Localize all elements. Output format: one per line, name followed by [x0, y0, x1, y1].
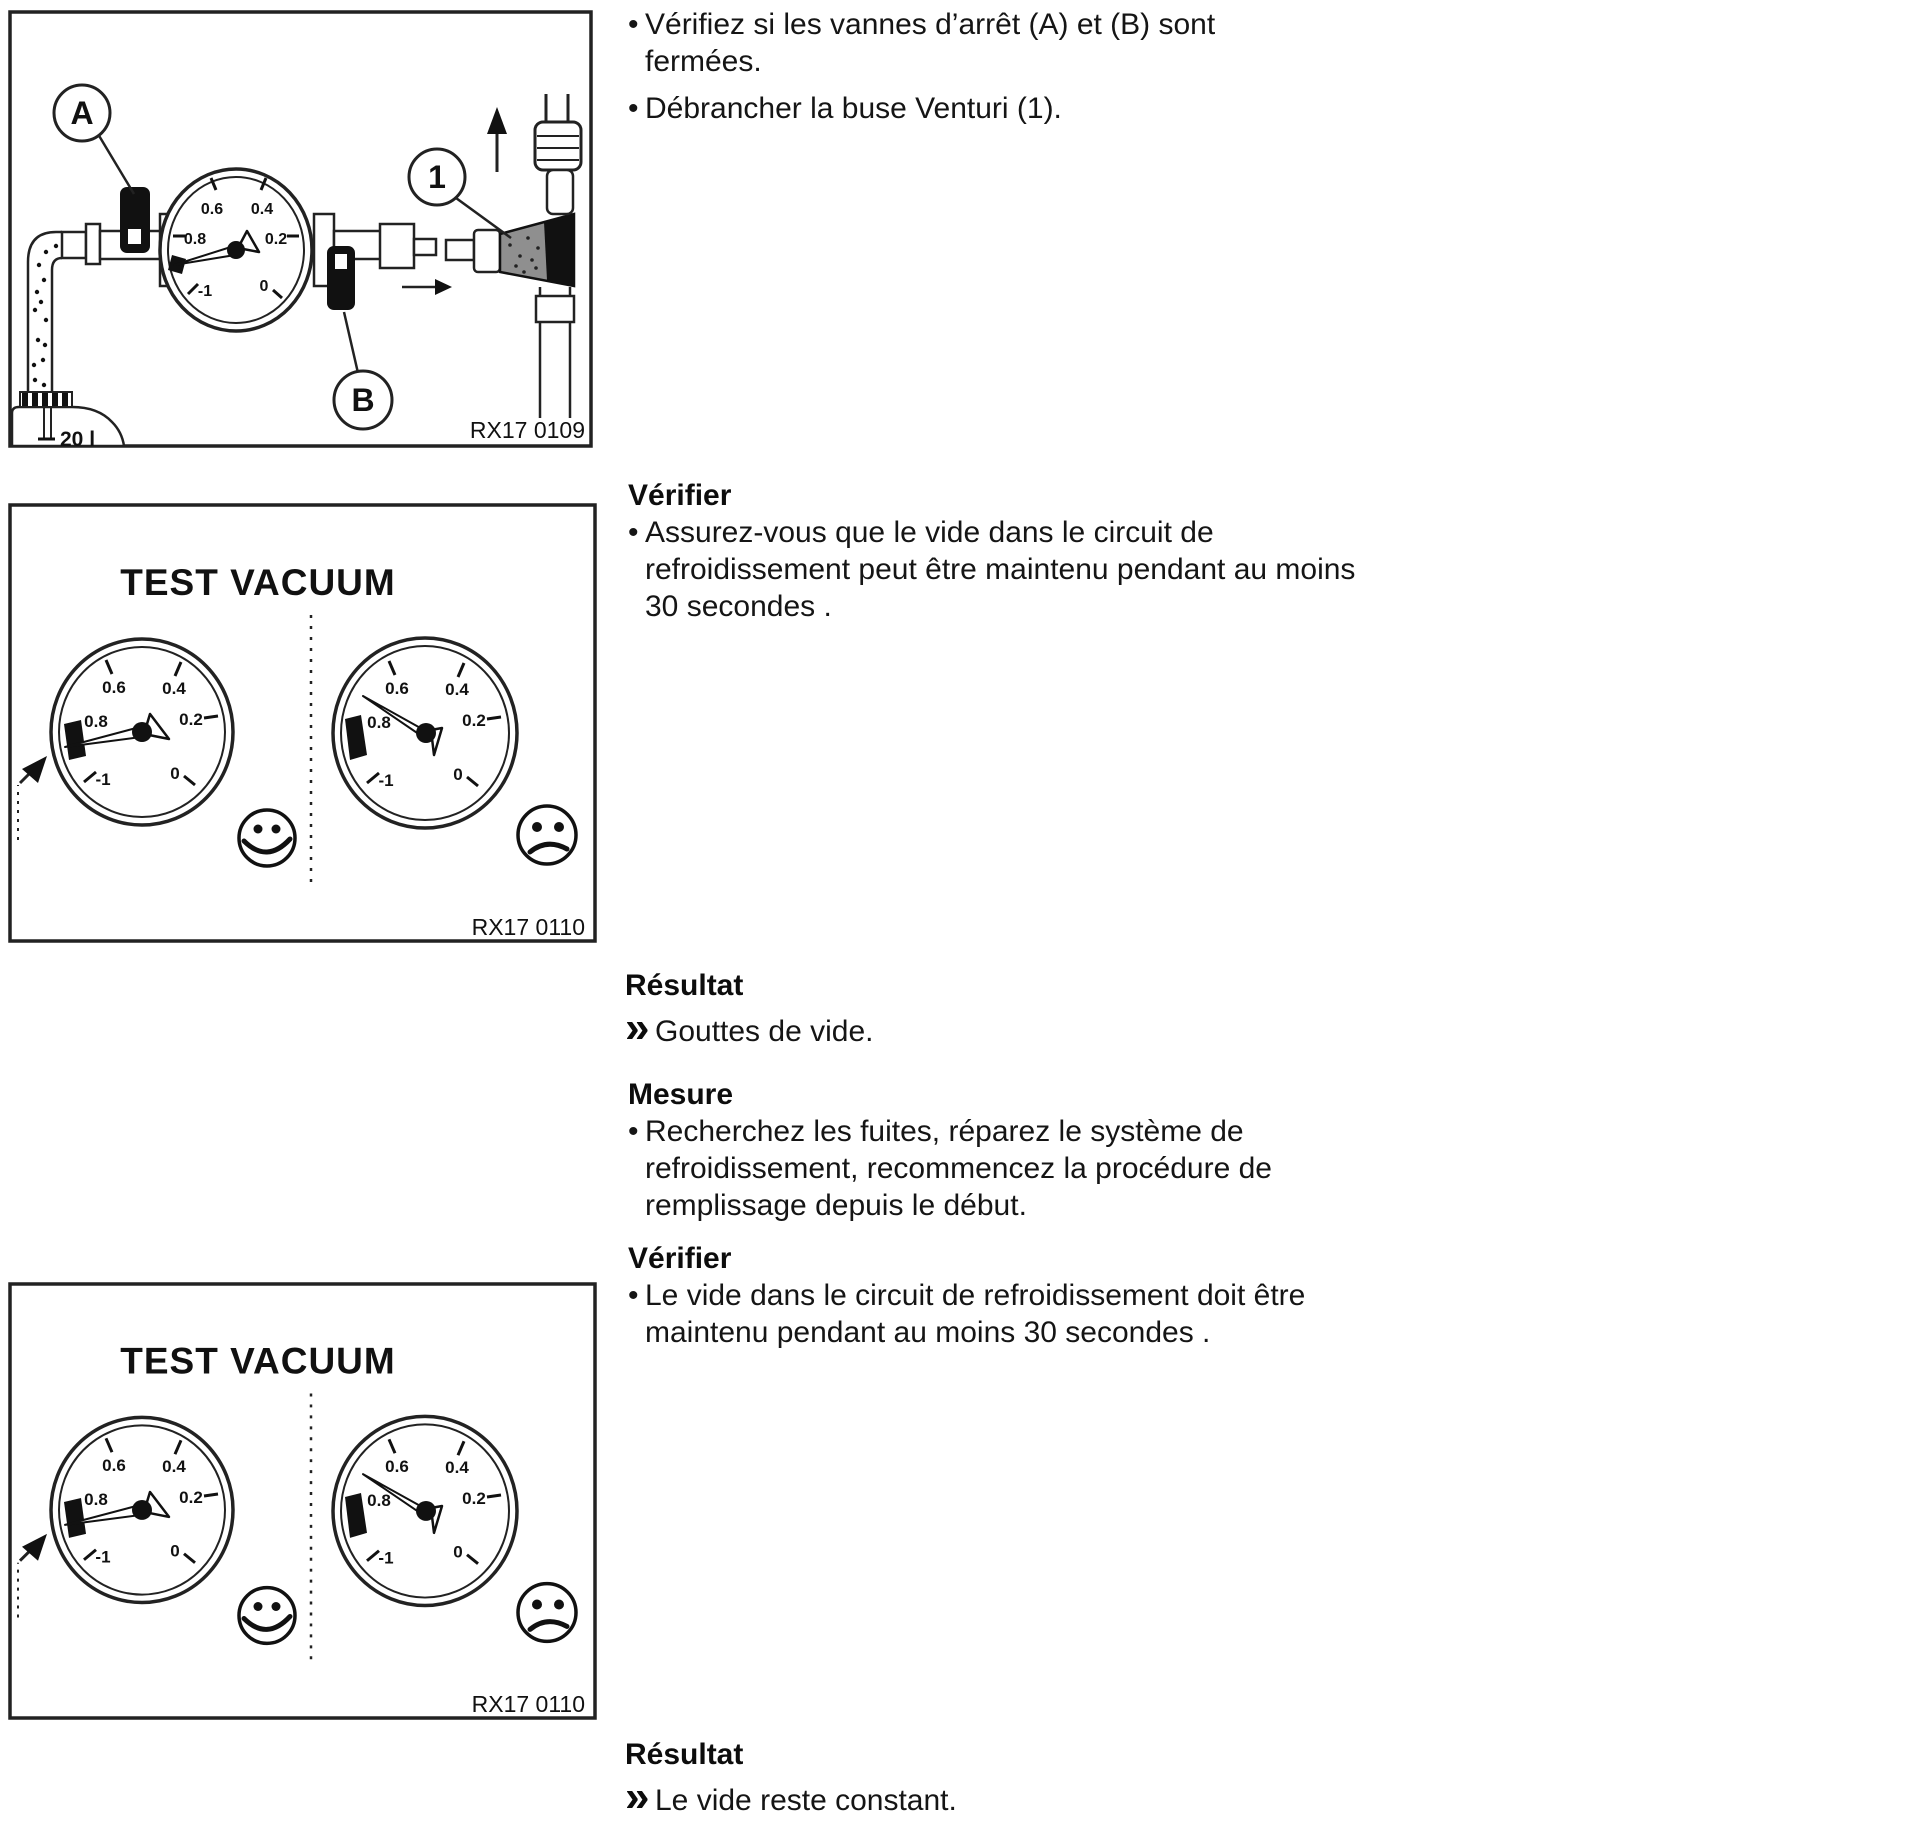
svg-text:0.2: 0.2: [264, 231, 288, 248]
result-row: [625, 1003, 1565, 1052]
svg-text:1: 1: [428, 159, 446, 195]
svg-text:0.2: 0.2: [179, 710, 203, 729]
bullet-icon: •: [628, 92, 639, 125]
intro-bullet-list: [628, 6, 1528, 127]
section-verifier-1: [628, 477, 1568, 625]
gauge-bad: [333, 638, 517, 828]
gauge-needle-hub: [416, 723, 436, 743]
gauge-needle-hub: [227, 241, 245, 259]
gauge-needle-hub: [132, 1500, 152, 1520]
gauge-good: [51, 639, 233, 825]
result-row: [625, 1772, 1565, 1821]
svg-text:0.6: 0.6: [102, 1456, 126, 1476]
label-circle-a: [54, 85, 110, 141]
svg-text:-1: -1: [378, 1548, 394, 1568]
svg-text:0.8: 0.8: [84, 712, 108, 731]
section-mesure: [628, 1076, 1568, 1224]
svg-text:0: 0: [259, 278, 269, 295]
svg-text:0: 0: [170, 1541, 180, 1561]
svg-text:0.6: 0.6: [385, 679, 409, 698]
gauge-needle-hub: [132, 722, 152, 742]
section-heading: Résultat: [625, 1738, 744, 1771]
bullet-text-line: Assurez-vous que le vide dans le circuit de: [645, 516, 1214, 549]
result-arrow-icon: »: [625, 1772, 648, 1821]
section-resultat-2: [625, 1736, 1565, 1819]
figure-test-vacuum-1: [8, 503, 597, 943]
figure-venturi-diagram: [8, 10, 593, 448]
svg-text:0.4: 0.4: [445, 1458, 469, 1478]
venturi-diagram-drawing: [8, 10, 593, 448]
bullet-icon: •: [628, 1279, 639, 1312]
svg-text:0.4: 0.4: [162, 679, 186, 698]
svg-text:0.8: 0.8: [367, 713, 391, 732]
bullet-text-line: Débrancher la buse Venturi (1).: [645, 92, 1062, 125]
section-heading: Mesure: [628, 1078, 734, 1111]
svg-text:0.4: 0.4: [250, 201, 274, 218]
smiley-face-icon: [239, 1588, 295, 1644]
svg-text:0.6: 0.6: [102, 678, 126, 697]
bullet-text-line: Le vide dans le circuit de refroidissement doit être: [645, 1279, 1306, 1312]
section-resultat-1: [625, 967, 1565, 1050]
test-vacuum-drawing-2: [8, 1282, 597, 1720]
svg-text:0: 0: [170, 764, 180, 783]
container-capacity-label: 20 l: [60, 428, 96, 448]
bullet-text-line: refroidissement peut être maintenu pendant au moins: [645, 553, 1356, 586]
result-arrow-icon: »: [625, 1003, 648, 1052]
svg-text:0.2: 0.2: [462, 1489, 486, 1508]
svg-text:0.2: 0.2: [462, 711, 486, 730]
bullet-text-line: Vérifiez si les vannes d’arrêt (A) et (B) sont: [645, 8, 1216, 41]
list-item: [628, 90, 1528, 127]
result-text: Le vide reste constant.: [655, 1784, 957, 1817]
svg-text:0.8: 0.8: [84, 1490, 108, 1509]
test-vacuum-drawing-1: [8, 503, 597, 943]
bullet-text-line: fermées.: [645, 45, 762, 78]
svg-text:-1: -1: [95, 770, 111, 789]
svg-text:0.2: 0.2: [179, 1488, 203, 1507]
svg-text:-1: -1: [95, 1547, 111, 1567]
svg-text:0.8: 0.8: [183, 231, 207, 248]
gauge-bad: [333, 1416, 517, 1605]
smiley-face-icon: [239, 810, 295, 866]
section-heading: Résultat: [625, 969, 744, 1002]
sad-face-icon: [518, 806, 576, 864]
list-item: [628, 1277, 1568, 1351]
bullet-text-line: remplissage depuis le début.: [645, 1189, 1027, 1222]
bullet-icon: •: [628, 516, 639, 549]
label-circle-1: [409, 149, 465, 205]
bullet-text-line: 30 secondes .: [645, 590, 832, 623]
figure-code: RX17 0110: [471, 1691, 585, 1718]
result-text: Gouttes de vide.: [655, 1015, 874, 1048]
svg-text:0: 0: [453, 1542, 463, 1562]
shutoff-valve-a: [120, 187, 150, 253]
list-item: [628, 6, 1528, 80]
list-item: [628, 514, 1568, 625]
svg-text:-1: -1: [197, 283, 213, 300]
gauge-good: [51, 1417, 233, 1602]
svg-text:0.8: 0.8: [367, 1491, 391, 1510]
list-item: [628, 1113, 1568, 1224]
figure-title: TEST VACUUM: [120, 1340, 396, 1382]
svg-text:0.4: 0.4: [162, 1457, 186, 1477]
figure-code: RX17 0110: [471, 914, 585, 940]
figure-code: RX17 0109: [469, 417, 585, 443]
svg-text:-1: -1: [378, 771, 394, 790]
svg-text:0.6: 0.6: [200, 201, 224, 218]
bullet-text-line: refroidissement, recommencez la procédure de: [645, 1152, 1272, 1185]
gauge-needle-hub: [416, 1501, 436, 1521]
section-verifier-2: [628, 1240, 1568, 1351]
svg-text:0.6: 0.6: [385, 1457, 409, 1477]
bullet-icon: •: [628, 1115, 639, 1148]
bullet-text-line: Recherchez les fuites, réparez le système de: [645, 1115, 1244, 1148]
svg-text:0: 0: [453, 765, 463, 784]
vacuum-gauge: [160, 169, 312, 331]
sad-face-icon: [518, 1584, 576, 1642]
figure-test-vacuum-2: [8, 1282, 597, 1720]
figure-title: TEST VACUUM: [120, 562, 396, 603]
svg-text:B: B: [351, 382, 375, 418]
svg-text:0.4: 0.4: [445, 680, 469, 699]
bullet-text-line: maintenu pendant au moins 30 secondes .: [645, 1316, 1211, 1349]
section-heading: Vérifier: [628, 1242, 732, 1275]
svg-text:A: A: [70, 95, 94, 131]
bullet-icon: •: [628, 8, 639, 41]
shutoff-valve-b: [327, 246, 355, 310]
section-heading: Vérifier: [628, 479, 732, 512]
label-circle-b: [334, 371, 392, 429]
